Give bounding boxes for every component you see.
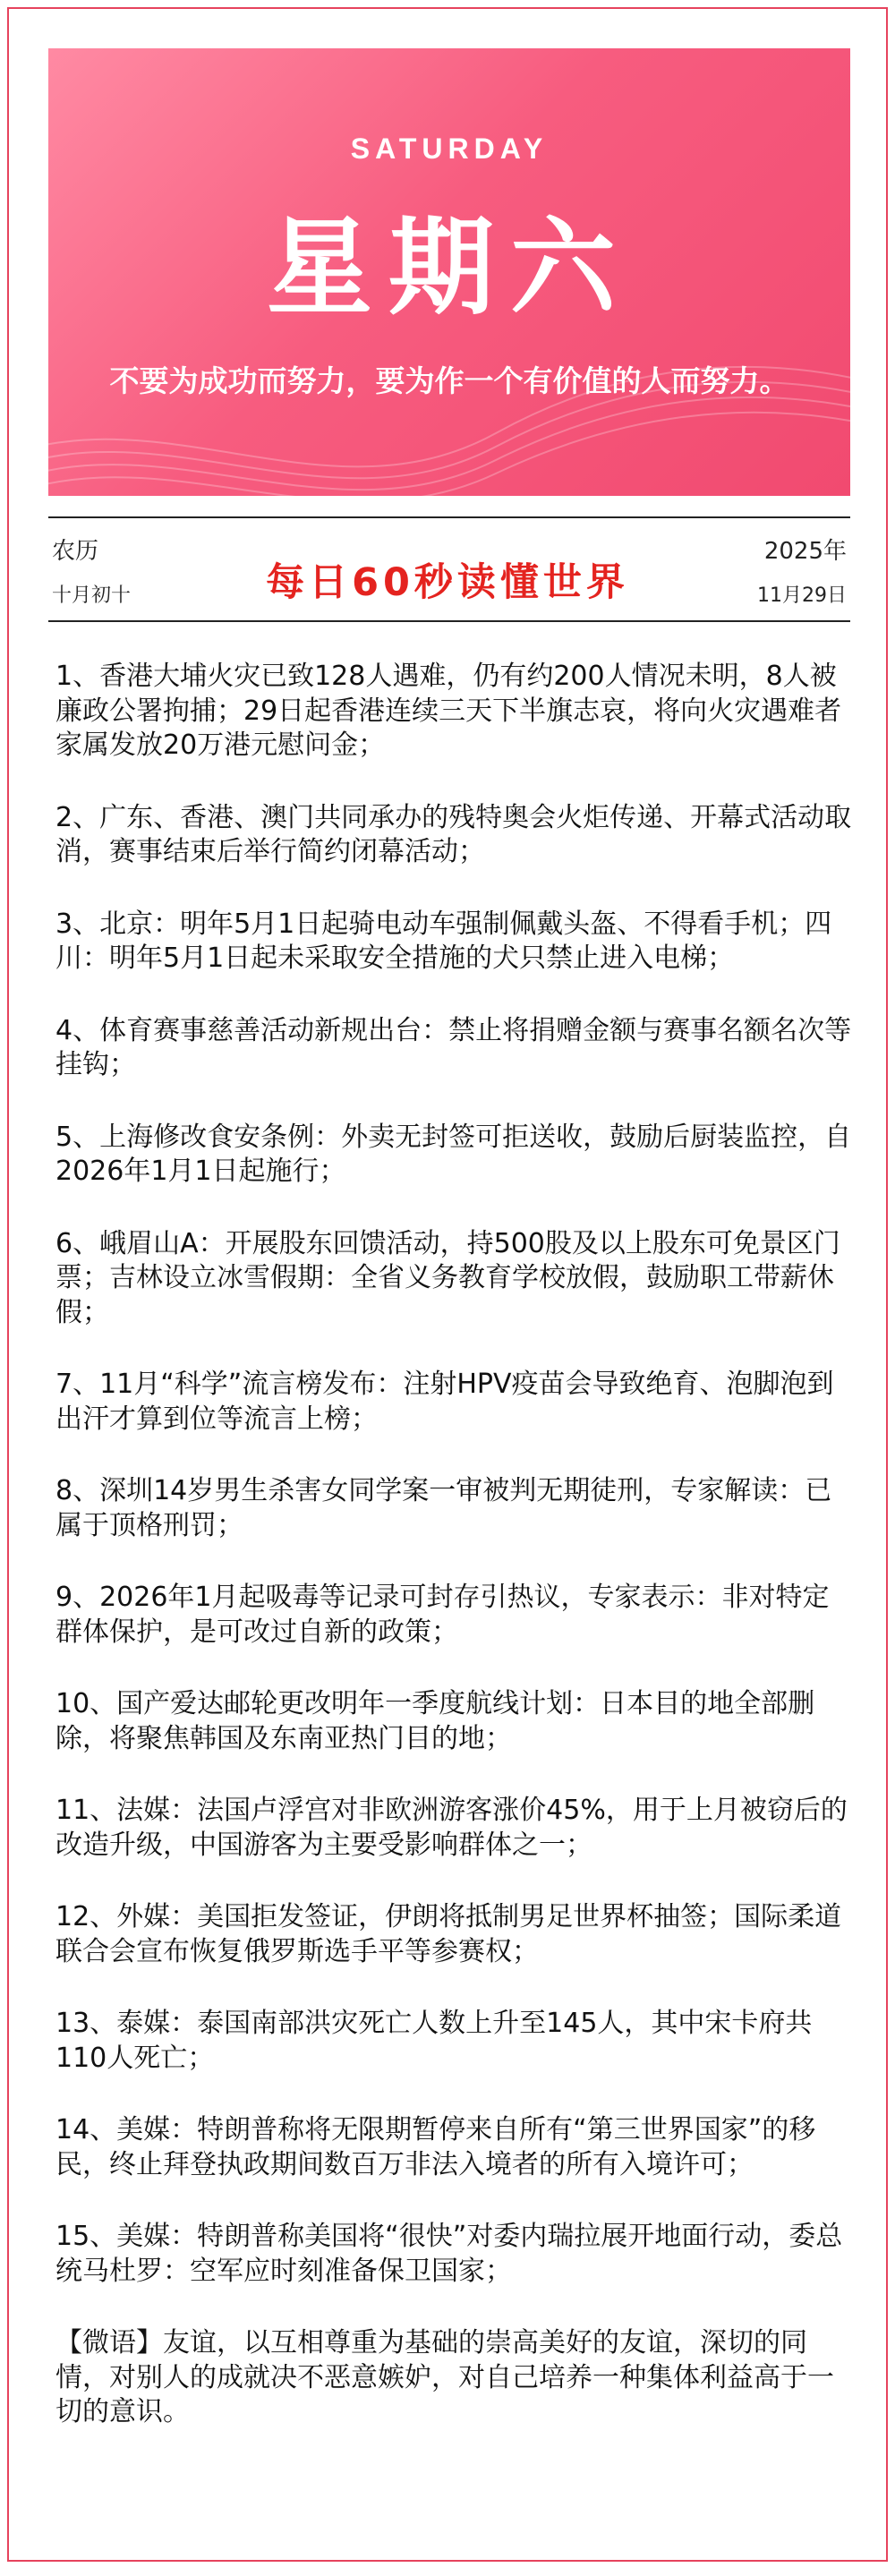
news-item: 1、香港大埔火灾已致128人遇难，仍有约200人情况未明，8人被廉政公署拘捕；29日起香港连续三天下半旗志哀，将向火灾遇难者家属发放20万港元慰问金； [55,661,842,761]
year-label: 2025年 [763,538,847,565]
lunar-label: 农历 [52,538,99,565]
weekday-banner [48,48,850,496]
news-item: 7、11月“科学”流言榜发布：注射HPV疫苗会导致绝育、泡脚泡到出汗才算到位等流言上榜； [55,1369,834,1435]
news-item: 14、美媒：特朗普称将无限期暂停来自所有“第三世界国家”的移民，终止拜登执政期间数百万非法入境者的所有入境许可； [55,2114,816,2180]
news-item: 9、2026年1月起吸毒等记录可封存引热议，专家表示：非对特定群体保护，是可改过自新的政策； [55,1582,830,1648]
daily-proverb: 【微语】友谊，以互相尊重为基础的崇高美好的友谊，深切的同情，对别人的成就决不恶意嫉妒，对自己培养一种集体利益高于一切的意识。 [55,2327,834,2427]
header-divider-top [48,516,850,518]
page-frame [7,7,888,2562]
news-item: 2、广东、香港、澳门共同承办的残特奥会火炬传递、开幕式活动取消，赛事结束后举行简约闭幕活动； [55,801,852,867]
motto: 不要为成功而努力，要为作一个有价值的人而努力。 [109,363,789,398]
news-item: 10、国产爱达邮轮更改明年一季度航线计划：日本目的地全部删除，将聚焦韩国及东南亚热门目的地； [55,1688,815,1754]
gregorian-date-block [757,533,847,608]
news-item: 12、外媒：美国拒发签证，伊朗将抵制男足世界杯抽签；国际柔道联合会宣布恢复俄罗斯选手平等参赛权； [55,1901,842,1967]
news-item: 6、峨眉山A：开展股东回馈活动，持500股及以上股东可免景区门票；吉林设立冰雪假期：全省义务教育学校放假，鼓励职工带薪休假； [55,1227,840,1328]
news-item: 13、泰媒：泰国南部洪灾死亡人数上升至145人，其中宋卡府共110人死亡； [55,2008,813,2074]
lunar-date: 十月初十 [52,584,132,607]
news-item: 8、深圳14岁男生杀害女同学案一审被判无期徒刑，专家解读：已属于顶格刑罚； [55,1475,832,1541]
news-item: 4、体育赛事慈善活动新规出台：禁止将捐赠金额与赛事名额名次等挂钩； [55,1014,852,1080]
news-item: 15、美媒：特朗普称美国将“很快”对委内瑞拉展开地面行动，委总统马杜罗：空军应时刻准备保卫国家； [55,2221,843,2287]
weekday-english: SATURDAY [350,132,549,165]
date-label: 11月29日 [757,584,847,607]
news-item: 5、上海修改食安条例：外卖无封签可拒送收，鼓励后厨装监控，自2026年1月1日起施行； [55,1121,852,1187]
news-list [55,660,852,2468]
weekday-chinese: 星期六 [266,205,632,329]
page-title: 每日60秒读懂世界 [266,560,629,605]
header-divider-bottom [48,620,850,622]
news-item: 3、北京：明年5月1日起骑电动车强制佩戴头盔、不得看手机；四川：明年5月1日起未采取安全措施的犬只禁止进入电梯； [55,908,832,974]
news-item: 11、法媒：法国卢浮宫对非欧洲游客涨价45%，用于上月被窃后的改造升级，中国游客为主要受影响群体之一； [55,1795,848,1861]
